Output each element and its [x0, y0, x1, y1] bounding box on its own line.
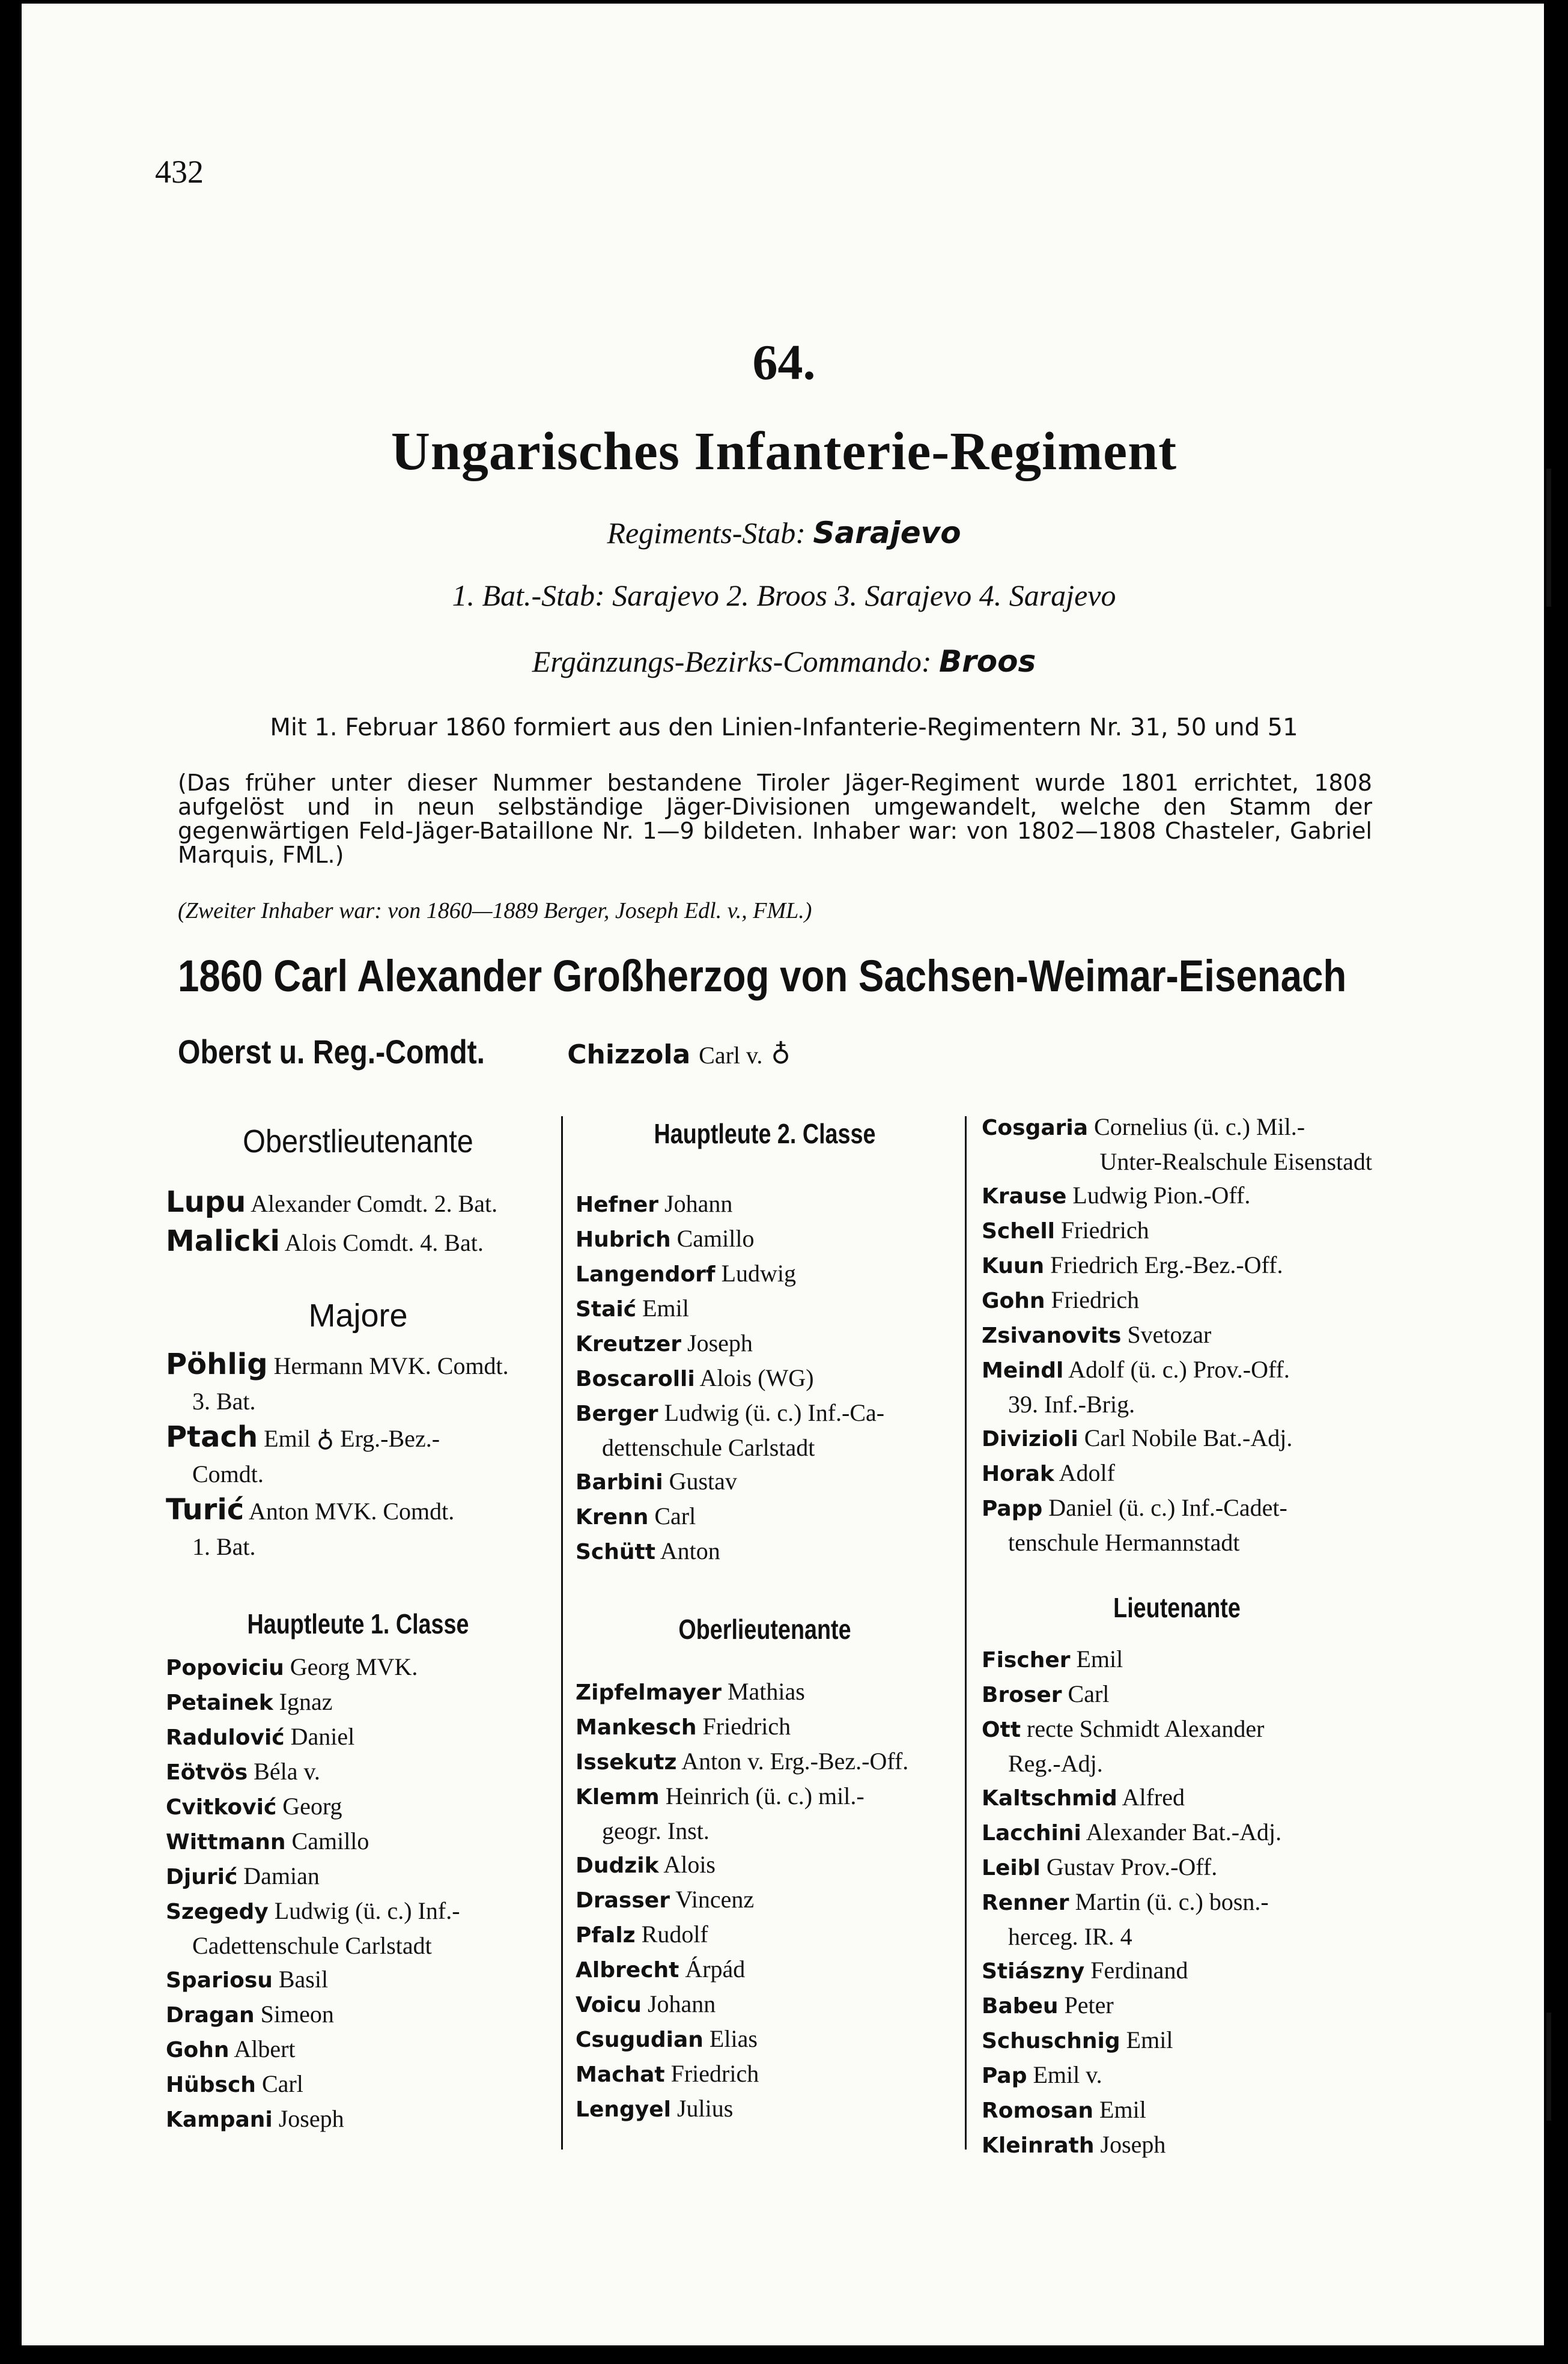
officer-surname: Kaltschmid: [982, 1786, 1117, 1811]
officer-details: Daniel (ü. c.) Inf.-Cadet-: [1048, 1494, 1287, 1521]
officer-surname: Kleinrath: [982, 2133, 1095, 2158]
officer-details-continued: 39. Inf.-Brig.: [1008, 1391, 1135, 1418]
column-divider-2: [965, 1116, 967, 2150]
officer-details: Alois Comdt. 4. Bat.: [284, 1229, 484, 1256]
regiment-title: Ungarisches Infanterie-Regiment: [390, 422, 1178, 481]
officer-details: Ignaz: [279, 1688, 333, 1715]
officer-entry: [576, 1534, 954, 1569]
officer-entry: [982, 1954, 1372, 1989]
heading-oberlieutenante: Oberlieutenante: [678, 1614, 851, 1645]
inhaber-heading: 1860 Carl Alexander Großherzog von Sachsen-Weimar-Eisenach: [178, 951, 1347, 1001]
officer-surname: Renner: [982, 1891, 1069, 1915]
officer-details: Svetozar: [1127, 1321, 1212, 1348]
officer-surname: Turić: [166, 1493, 245, 1527]
officer-details: Carl Nobile Bat.-Adj.: [1084, 1424, 1293, 1451]
officer-details-continued: herceg. IR. 4: [1008, 1923, 1132, 1950]
officer-surname: Wittmann: [166, 1830, 286, 1855]
officer-details: Árpád: [685, 1955, 746, 1983]
officer-entry: [576, 2057, 954, 2092]
officer-surname: Hubrich: [576, 1227, 671, 1252]
officer-details: Mathias: [727, 1678, 805, 1705]
officer-surname: Cosgaria: [982, 1116, 1089, 1140]
officer-details: Joseph: [687, 1329, 753, 1357]
column-divider-1: [561, 1116, 563, 2150]
officer-surname: Zipfelmayer: [576, 1680, 722, 1705]
officer-surname: Schuschnig: [982, 2029, 1120, 2053]
officer-entry: [982, 1456, 1372, 1491]
officer-details: Emil v.: [1033, 2061, 1102, 2088]
officer-surname: Hübsch: [166, 2073, 256, 2097]
officer-details: Camillo: [676, 1225, 755, 1252]
officer-surname: Malicki: [166, 1224, 280, 1258]
officer-surname: Langendorf: [576, 1262, 716, 1287]
officer-entry: [166, 1720, 550, 1755]
page-number: 432: [155, 154, 204, 190]
officer-entry: [982, 1816, 1372, 1850]
officer-surname: Boscarolli: [576, 1367, 695, 1391]
officer-details: Camillo: [291, 1828, 369, 1855]
officer-entry: [576, 1222, 954, 1257]
officer-surname: Kreutzer: [576, 1332, 682, 1357]
column-right: [982, 1110, 1372, 2163]
officer-entry: [982, 1214, 1372, 1248]
officer-details: Albert: [234, 2035, 296, 2062]
officer-details: Alois: [663, 1851, 716, 1878]
officer-details: Ludwig: [721, 1260, 797, 1287]
officer-surname: Meindl: [982, 1358, 1064, 1383]
officer-surname: Spariosu: [166, 1968, 273, 1993]
officer-surname: Gohn: [982, 1289, 1045, 1313]
officer-surname: Schütt: [576, 1540, 655, 1564]
officer-surname: Romosan: [982, 2098, 1094, 2123]
officer-entry: [576, 1848, 954, 1883]
hauptleute-1-continued-list: [982, 1110, 1372, 1560]
officer-surname: Barbini: [576, 1470, 663, 1495]
officer-details: Basil: [278, 1966, 329, 1993]
officer-entry: [166, 1346, 550, 1385]
oberst-rank: Oberst u. Reg.-Comdt.: [178, 1033, 485, 1071]
officer-entry: [982, 1353, 1372, 1388]
officer-entry: [982, 1989, 1372, 2023]
officer-entry: [576, 1675, 954, 1710]
officer-entry: [576, 1918, 954, 1952]
officer-details: Joseph: [278, 2105, 344, 2132]
officer-entry: [982, 1248, 1372, 1283]
officer-entry: [576, 1987, 954, 2022]
officer-details: Cornelius (ü. c.) Mil.-: [1094, 1113, 1305, 1140]
officer-details: recte Schmidt Alexander: [1027, 1715, 1265, 1742]
officer-details: Emil: [1076, 1645, 1123, 1673]
erg-label: Ergänzungs-Bezirks-Commando:: [532, 645, 932, 678]
officer-surname: Kuun: [982, 1254, 1045, 1278]
officer-entry: [576, 1500, 954, 1534]
officer-entry: [576, 1257, 954, 1292]
officer-surname: Drasser: [576, 1888, 670, 1913]
officer-entry: [982, 2128, 1372, 2163]
officer-details: Hermann MVK. Comdt.: [273, 1352, 509, 1379]
officer-details: Friedrich: [1051, 1286, 1140, 1313]
officer-surname: Mankesch: [576, 1715, 697, 1740]
officer-surname: Lupu: [166, 1185, 246, 1219]
officer-surname: Horak: [982, 1462, 1054, 1486]
officer-details: Emil ♁ Erg.-Bez.-: [264, 1425, 440, 1452]
officer-details: Georg MVK.: [290, 1653, 418, 1680]
officer-details-continued: Cadettenschule Carlstadt: [192, 1932, 432, 1959]
officer-surname: Klemm: [576, 1785, 660, 1809]
officer-surname: Pfalz: [576, 1923, 636, 1948]
officer-surname: Popoviciu: [166, 1656, 284, 1680]
heading-hauptleute-1: Hauptleute 1. Classe: [247, 1608, 469, 1639]
officer-entry: [166, 1998, 550, 2032]
officer-entry: [982, 1781, 1372, 1816]
officer-entry: [166, 1755, 550, 1790]
officer-details: Georg: [282, 1793, 342, 1820]
officer-details-continued: tenschule Hermannstadt: [1008, 1529, 1240, 1556]
officer-surname: Szegedy: [166, 1900, 269, 1924]
officer-entry: [982, 2093, 1372, 2128]
officer-surname: Lengyel: [576, 2097, 671, 2122]
officer-details-continued: 1. Bat.: [192, 1533, 256, 1560]
decoration-icon: ♁: [771, 1039, 791, 1070]
officer-details: Alexander Bat.-Adj.: [1086, 1819, 1282, 1846]
officer-surname: Cvitković: [166, 1795, 277, 1820]
officer-details: Daniel: [290, 1723, 355, 1750]
officer-details: Anton: [660, 1537, 720, 1564]
officer-details: Friedrich Erg.-Bez.-Off.: [1050, 1251, 1283, 1278]
officer-details: Emil: [1126, 2026, 1173, 2053]
oberst-line: [178, 1032, 791, 1072]
officer-entry: [576, 1779, 954, 1814]
officer-surname: Kampani: [166, 2107, 273, 2132]
officer-details: Johann: [647, 1990, 716, 2017]
stab-label: Regiments-Stab:: [607, 516, 806, 550]
officer-surname: Staić: [576, 1297, 637, 1322]
officer-details: Béla v.: [254, 1758, 320, 1785]
second-inhaber-note: (Zweiter Inhaber war: von 1860—1889 Berger, Joseph Edl. v., FML.): [178, 898, 812, 923]
officer-surname: Ott: [982, 1718, 1021, 1742]
officer-details: Joseph: [1100, 2131, 1166, 2158]
formation-note: Mit 1. Februar 1860 formiert aus den Linien-Infanterie-Regimentern Nr. 31, 50 und 51: [270, 714, 1298, 741]
officer-entry: [982, 1318, 1372, 1353]
officer-details-continued: Comdt.: [192, 1460, 264, 1487]
officer-entry: [576, 1396, 954, 1431]
officer-entry: [576, 1745, 954, 1779]
officer-details: Alfred: [1122, 1784, 1185, 1811]
scan-edge-mark: [1546, 469, 1551, 607]
officer-details: Carl: [654, 1503, 696, 1530]
officer-surname: Babeu: [982, 1994, 1059, 2019]
oberstlieutenante-list: [166, 1184, 550, 1262]
officer-entry: [166, 2102, 550, 2137]
officer-details: Ferdinand: [1090, 1957, 1188, 1984]
officer-surname: Zsivanovits: [982, 1323, 1122, 1348]
officer-surname: Gohn: [166, 2038, 229, 2062]
officer-surname: Machat: [576, 2062, 665, 2087]
officer-details: Gustav Prov.-Off.: [1046, 1853, 1218, 1880]
officer-surname: Eötvös: [166, 1760, 248, 1785]
officer-surname: Dudzik: [576, 1853, 659, 1878]
regiment-number: 64.: [752, 335, 816, 390]
officer-surname: Albrecht: [576, 1958, 679, 1983]
stab-place: Sarajevo: [813, 515, 961, 550]
hauptleute-2-list: [576, 1187, 954, 1569]
officer-entry: [982, 1885, 1372, 1920]
column-left: [166, 1111, 550, 2137]
officer-entry: [166, 1184, 550, 1223]
majore-list: [166, 1346, 550, 1564]
battalion-stations: 1. Bat.-Stab: Sarajevo 2. Broos 3. Sarajevo 4. Sarajevo: [452, 579, 1116, 612]
scan-edge-mark: [1546, 2013, 1551, 2121]
officer-entry: [982, 1283, 1372, 1318]
officer-entry: [166, 1223, 550, 1262]
officer-entry: [576, 1187, 954, 1222]
officer-surname: Broser: [982, 1683, 1062, 1707]
officer-details: Ludwig (ü. c.) Inf.-Ca-: [664, 1399, 885, 1426]
officer-details: Damian: [243, 1862, 320, 1889]
officer-details: Julius: [676, 2095, 734, 2122]
officer-surname: Pap: [982, 2064, 1027, 2088]
lieutenante-list: [982, 1642, 1372, 2163]
heading-oberstlieutenante: Oberstlieutenante: [243, 1123, 473, 1159]
officer-details: Johann: [664, 1190, 733, 1217]
officer-details: Ludwig Pion.-Off.: [1072, 1182, 1251, 1209]
officer-surname: Radulović: [166, 1725, 285, 1750]
officer-surname: Hefner: [576, 1193, 659, 1217]
officer-details: Anton MVK. Comdt.: [249, 1498, 455, 1525]
officer-details: Emil: [642, 1295, 689, 1322]
officer-entry: [982, 1712, 1372, 1747]
officer-entry: [576, 1952, 954, 1987]
oberst-firstname: Carl v.: [699, 1042, 763, 1069]
officer-entry: [166, 1894, 550, 1929]
officer-details: Friedrich: [702, 1713, 791, 1740]
officer-entry: [982, 1491, 1372, 1526]
officer-entry: [982, 2058, 1372, 2093]
officer-surname: Schell: [982, 1219, 1055, 1244]
officer-entry: [982, 1110, 1372, 1145]
officer-entry: [166, 1491, 550, 1530]
erg-commando: [0, 644, 1568, 679]
oberlieutenante-list: [576, 1675, 954, 2127]
officer-details-continued: 3. Bat.: [192, 1388, 256, 1415]
officer-details: Friedrich: [670, 2060, 759, 2087]
officer-entry: [576, 2092, 954, 2127]
officer-entry: [166, 1859, 550, 1894]
oberst-name: Chizzola: [567, 1039, 691, 1070]
officer-entry: [576, 1361, 954, 1396]
heading-majore: Majore: [308, 1298, 408, 1334]
officer-surname: Fischer: [982, 1648, 1071, 1673]
officer-surname: Petainek: [166, 1691, 273, 1715]
officer-surname: Krause: [982, 1184, 1067, 1209]
heading-lieutenante: Lieutenante: [1113, 1592, 1241, 1623]
officer-details-continued: dettenschule Carlstadt: [602, 1434, 815, 1461]
officer-entry: [166, 1963, 550, 1998]
officer-surname: Krenn: [576, 1505, 649, 1530]
officer-details: Carl: [261, 2070, 303, 2097]
officer-details: Vincenz: [675, 1886, 755, 1913]
regiment-stab: [0, 515, 1568, 550]
officer-entry: [576, 1883, 954, 1918]
officer-entry: [982, 1677, 1372, 1712]
officer-details: Adolf (ü. c.) Prov.-Off.: [1068, 1356, 1290, 1383]
hauptleute-1-list: [166, 1650, 550, 2137]
officer-details: Alois (WG): [699, 1364, 814, 1391]
officer-entry: [166, 1790, 550, 1825]
officer-details: Carl: [1068, 1680, 1110, 1707]
officer-entry: [166, 2032, 550, 2067]
officer-details: Heinrich (ü. c.) mil.-: [665, 1782, 865, 1809]
officer-entry: [576, 1326, 954, 1361]
officer-details: Simeon: [260, 2001, 334, 2028]
officer-details: Ludwig (ü. c.) Inf.-: [274, 1897, 460, 1924]
erg-place: Broos: [939, 644, 1036, 679]
officer-surname: Djurić: [166, 1865, 238, 1889]
officer-entry: [166, 1685, 550, 1720]
officer-entry: [982, 1850, 1372, 1885]
officer-entry: [166, 1418, 550, 1457]
officer-surname: Ptach: [166, 1420, 258, 1454]
officer-details: Martin (ü. c.) bosn.-: [1075, 1888, 1269, 1915]
officer-details: Emil: [1099, 2096, 1146, 2123]
officer-surname: Divizioli: [982, 1427, 1078, 1451]
officer-entry: [576, 1465, 954, 1500]
officer-details-continued: Unter-Realschule Eisenstadt: [1099, 1148, 1372, 1175]
officer-entry: [576, 2022, 954, 2057]
officer-details: Friedrich: [1061, 1217, 1149, 1244]
column-middle: [576, 1111, 954, 2127]
officer-surname: Papp: [982, 1496, 1043, 1521]
officer-details: Elias: [709, 2025, 758, 2052]
officer-details-continued: geogr. Inst.: [602, 1817, 710, 1844]
officer-details: Alexander Comdt. 2. Bat.: [251, 1190, 498, 1217]
officer-entry: [166, 1825, 550, 1859]
officer-details: Anton v. Erg.-Bez.-Off.: [681, 1748, 909, 1775]
officer-surname: Berger: [576, 1402, 658, 1426]
officer-entry: [982, 2023, 1372, 2058]
officer-details: Peter: [1064, 1992, 1114, 2019]
officer-details: Rudolf: [641, 1921, 708, 1948]
officer-surname: Pöhlig: [166, 1348, 268, 1381]
officer-surname: Leibl: [982, 1856, 1041, 1880]
officer-details-continued: Reg.-Adj.: [1008, 1750, 1103, 1777]
history-note: (Das früher unter dieser Nummer bestandene Tiroler Jäger-Regiment wurde 1801 errichtet, 1808 aufgelöst und in neun selbständige Jäger-Divisionen umgewandelt, welche den Stamm der gegenwärtigen Feld-Jäger-Bataillone Nr. 1—9 bildeten. Inhaber war: von 1802—1808 Chasteler, Gabriel Marquis, FML.): [178, 770, 1372, 868]
officer-surname: Csugudian: [576, 2028, 703, 2052]
officer-entry: [576, 1710, 954, 1745]
officer-surname: Lacchini: [982, 1821, 1081, 1846]
heading-hauptleute-2: Hauptleute 2. Classe: [654, 1118, 876, 1149]
officer-entry: [576, 1292, 954, 1326]
officer-details: Gustav: [669, 1468, 737, 1495]
officer-surname: Voicu: [576, 1993, 642, 2017]
officer-entry: [166, 1650, 550, 1685]
officer-details: Adolf: [1059, 1459, 1115, 1486]
officer-entry: [982, 1642, 1372, 1677]
officer-surname: Issekutz: [576, 1750, 677, 1775]
officer-entry: [982, 1179, 1372, 1214]
officer-entry: [982, 1421, 1372, 1456]
officer-surname: Stiászny: [982, 1959, 1085, 1984]
officer-entry: [166, 2067, 550, 2102]
officer-surname: Dragan: [166, 2003, 255, 2028]
